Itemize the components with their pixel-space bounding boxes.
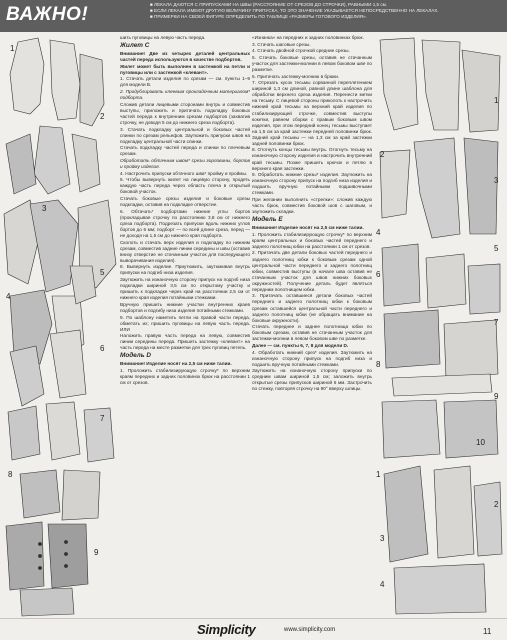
figure-number: 4 xyxy=(6,292,11,301)
figure-number: 5 xyxy=(494,244,499,253)
figure-number: 2 xyxy=(494,500,499,509)
step: Заутюжить на изнаночную сторону припуск на подгиб низа подкладки шириной 3,5 см по открытому участку и пришить к подкладке через край на расстоянии 2,5 см от нижнего края изделия потайными стежками. xyxy=(120,277,250,301)
attention-note: Внимание! Две из четырех деталей центральных частей переда используются в качестве подбортов. xyxy=(120,51,250,63)
step: Стачать подкладку частей переда и спинки по плечевым срезам. xyxy=(120,145,250,157)
header-notes xyxy=(150,2,500,20)
step: 5. Чтобы вывернуть жилет на лицевую сторону, продеть каждую часть переда через область плеча в открытый боковой участок. xyxy=(120,177,250,195)
figure-number: 6 xyxy=(376,270,381,279)
attention-note: Внимание! Изделие носят на 2,5 см ниже талии. xyxy=(252,225,364,231)
step: Стачать переднее и заднее полотнища юбки по боковым срезам, оставив не стачанным участок для застежки-молнии в левом боковом шве по разметке. xyxy=(252,324,372,342)
step: Заутюжить на изнаночную сторону припуски по средним швам шириной 1,5 см; заложить внутрь открытые срезы припусков шириной 6 мм. Застрочить по стежку, повторяя строчку на 90° вверху шлицы. xyxy=(252,368,372,392)
page-header xyxy=(0,0,507,32)
paragraph: шить пуговицы на левую часть переда. xyxy=(120,35,206,40)
page-number: 11 xyxy=(483,627,492,636)
vest-illustrations xyxy=(0,34,122,618)
step: 3. Притачать оставшиеся детали боковых частей переднего и заднего полотнищ юбки к боковым срезам оставшейся центральной части переднего и заднего полотнищ юбки (не обращать внимание на боковые окружности). xyxy=(252,293,372,323)
attention-note: Жилет может быть выполнен в застежкой на петли и пуговицы или с застежкой «клевант». xyxy=(120,63,250,75)
figure-number: 3 xyxy=(42,204,47,213)
figure-number: 6 xyxy=(100,344,105,353)
step: 4. Стачать двойной строчкой средние срезы. xyxy=(252,48,350,54)
text-column-2 xyxy=(252,35,372,605)
step: 3. Стачать шаговые срезы. xyxy=(252,41,311,47)
step: При желании выполнить «стрелки»: сложив каждую часть брюк, совместив боковой шов с шаговым, и заутюжить складки. xyxy=(252,196,372,215)
step: Сколоть и стачать верх изделия и подкладку по нижним срезам, совместив задние линии середины и швы (оставив внизу отверстие не стачанным участок для последующего выворачивания изделия). xyxy=(120,239,250,263)
attention-note: Внимание! Изделие носят на 2,5 см ниже талии. xyxy=(120,361,232,367)
step: 8. Отогнуть концы тесьмы внутрь. Отогнуть тесьму на изнаночную сторону изделия и настрочить внутренний край тесьмы. Позже пришить крючок и петлю в верхнего края застежки. xyxy=(252,147,372,171)
header-note: ■ ЛЕКАЛА ДАЮТСЯ С ПРИПУСКАМИ НА ШВЫ (РАССТОЯНИЕ ОТ СРЕЗОВ ДО СТРОЧКИ), РАВНЫМИ 1,5 см. xyxy=(150,2,388,7)
step: 6. Притачать застежку-молнию в брюки. xyxy=(252,73,340,79)
figure-number: 1 xyxy=(494,96,499,105)
step: 4. Обработать нижний срез* изделия. Заутюжить на изнаночную сторону припуск на подгиб низа и подшить вручную потайными стежками. xyxy=(252,349,372,367)
brand-logo: Simplicity xyxy=(197,622,256,637)
text-column-1 xyxy=(120,35,250,605)
figure-number: 4 xyxy=(380,580,385,589)
step: 1. Стачать детали изделия по срезам — см. пункты 1–9 для модели В. xyxy=(120,76,250,88)
header-title: ВАЖНО! xyxy=(6,4,89,25)
step: Сложив детали лицевыми сторонами внутрь и совместив выступы, приложить и притачать подкладку боковых частей переда к внутренним срезам подбортов (захватив строчку, не доводя 5 см до нижнего среза подборта). xyxy=(120,101,250,125)
section-heading: Модель D xyxy=(120,352,151,360)
step: «Изнанка» на передних и задних половинках брюк. xyxy=(252,35,364,40)
section-heading: Жилет С xyxy=(120,42,150,50)
step: 4. Настрочить припуски обтачного шва* пройму и проймы. xyxy=(120,170,248,176)
figure-number: 7 xyxy=(100,414,105,423)
figure-number: 10 xyxy=(476,438,485,447)
figure-number: 2 xyxy=(100,112,105,121)
cross-reference-note: Далее — см. пункты 6, 7, 8 для модели D. xyxy=(252,342,349,348)
figure-number: 1 xyxy=(376,470,381,479)
step: 2. Продублировать клеевым прокладочным материалом* подборта. xyxy=(120,89,250,101)
pants-skirt-illustrations xyxy=(374,34,507,618)
figure-number: 9 xyxy=(494,392,499,401)
figure-number: 3 xyxy=(494,176,499,185)
step: Вручную пришить нижние участки внутренних краев подбортов и подгибу низа изделия потайными стежками. xyxy=(120,301,250,313)
figure-number: 3 xyxy=(380,534,385,543)
step: 5. Стачать боковые срезы, оставив не стачанным участок для застежки-молнии в левом боковом шве по разметке. xyxy=(252,54,372,73)
step: 3. Стачать подкладку центральной и боковых частей спинки по срезам рельефов. Заутюжить припуски швов на подкладку центральной части спинки. xyxy=(120,126,250,144)
figure-number: 8 xyxy=(8,470,13,479)
figure-number: 4 xyxy=(376,228,381,237)
step: 9. Обработать нижние срезы* изделия. Заутюжить на изнаночную сторону припуск на подгиб низа изделия и подшить вручную потайными подшивочными стежками. xyxy=(252,172,372,196)
step: Обработать обтачным швом* срезы горловины, бортов и пройму изделия. xyxy=(120,158,250,170)
section-heading: Модель E xyxy=(252,216,283,224)
step: 9. По шаблону наметить петли на правой части переда, обметать их; пришить пуговицы на левую часть переда. ИЛИ xyxy=(120,314,250,332)
header-note: ■ ПРИМЕРКИ НА СВОЕЙ ФИГУРЕ ОПРЕДЕЛИТЬ ПО ТАБЛИЦЕ «РАЗМЕРЫ ГОТОВОГО ИЗДЕЛИЯ». xyxy=(150,14,367,19)
header-note: ■ ЕСЛИ ЛЕКАЛА ИМЕЮТ ДРУГУЮ ВЕЛИЧИНУ ПРИПУСКА, ТО ЭТО ЗНАЧЕНИЕ УКАЗЫВАЕТСЯ НЕПОСРЕДСТВЕННО НА ЛЕКАЛАХ. xyxy=(150,8,439,13)
step: 1. Проложить стабилизирующую строчку* по верхним краям центральных и боковых частей переднего и заднего полотнищ юбки на расстоянии 1 см от срезов. xyxy=(252,231,372,249)
step: 8. Вывернуть изделие. Приутюжить, заутюживая внутрь припуски на подгиб низа изделия. xyxy=(120,264,250,276)
step: Наложить правую часть переда на левую, совместив линии середины переда. Пришить застежку «клевант» на часть переда на месте разметки для трех пуговиц петель. xyxy=(120,333,250,351)
step: 6. Обтачать* подбортами нижние углы бортов (прокладывая строчку по расстоянию 3,8 см от нижнего среза подборта). Подрезать припуски вдоль нижних углов бортов до 6 мм; подборт — по всей длине среза, перед — не доходя на 1,5 см до нижнего края подборта. xyxy=(120,208,250,238)
step: Стачать боковые срезы изделия и боковые срезы подкладки, оставив на подкладке отверстие. xyxy=(120,196,250,208)
figure-number: 9 xyxy=(94,548,99,557)
website-link[interactable]: www.simplicity.com xyxy=(284,627,336,633)
step: 1. Проложить стабилизирующую строчку* по верхним краям передних и задних половинок брюк на расстоянии 1 см от срезов. xyxy=(120,368,250,386)
figure-number: 7 xyxy=(494,318,499,327)
step: 7. Отрезать кусок тесьмы сорванной переплетением шириной 1,3 см длиной, равной длине шаблона для обработки верхнего среза изделия. Перенести метки на тесьму. С лицевой стороны приколоть к настрочить нижний край тесьмы на верхний край изделия по стабилизирующей строчке, совместив выступы кокетки, равнем сборки с правым боковым швом изделия, при этом передний конец тесьмы выступает на 1,5 см за край застежки передней половинки брюк. Задний край тесьмы — на 1,3 см за край застежки задней половинки брюк. xyxy=(252,80,372,146)
step: 2. Притачать две детали боковых частей переднего и заднего полотнищ юбки к боковым срезам одной центральной части переднего и заднего полотнищ юбки, совместив выступы (в начале шва оставив не стачанным участок для швов нижних боковых окружностей). Получение деталь будет являться передним полотнищем юбки. xyxy=(252,250,372,292)
figure-number: 1 xyxy=(10,44,15,53)
figure-number: 5 xyxy=(100,268,105,277)
figure-number: 8 xyxy=(376,360,381,369)
figure-number: 2 xyxy=(380,150,385,159)
footer-divider xyxy=(0,618,507,619)
